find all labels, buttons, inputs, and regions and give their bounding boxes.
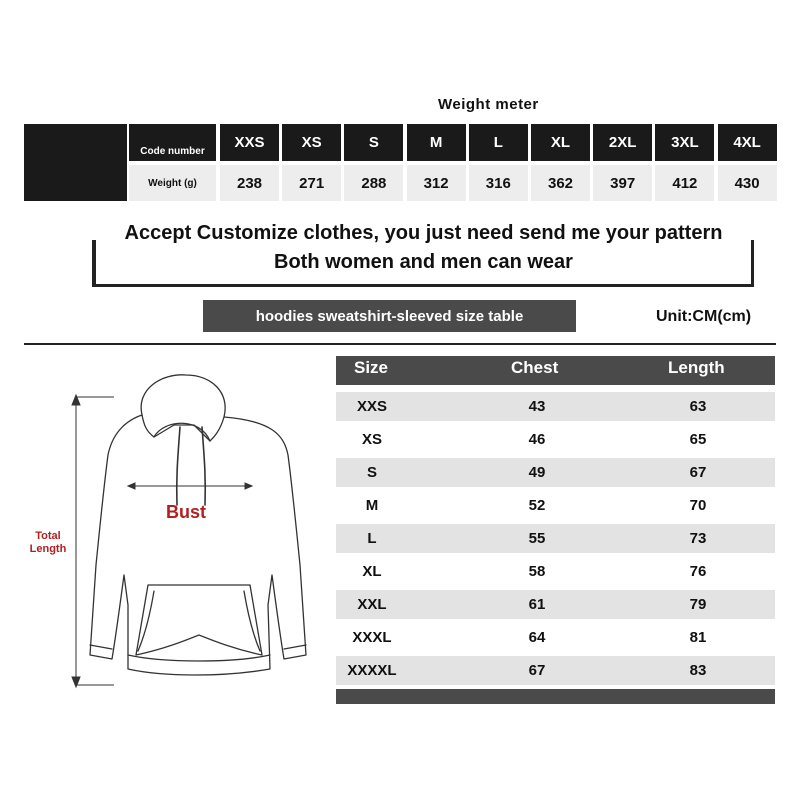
weight-size-2xl: 2XL	[593, 124, 652, 161]
weight-size-s: S	[344, 124, 403, 161]
weight-value-xxs: 238	[220, 165, 279, 201]
cell-length: 81	[689, 629, 707, 646]
header-length: Length	[668, 358, 725, 377]
cell-size: L	[367, 530, 377, 547]
total-length-label: Total Length	[29, 530, 67, 555]
cell-size: S	[366, 464, 377, 481]
header-size: Size	[354, 358, 389, 377]
cell-length: 67	[689, 464, 707, 481]
weight-value-2xl: 397	[593, 165, 652, 201]
weight-value-s: 288	[344, 165, 403, 201]
cell-length: 65	[689, 431, 707, 448]
cell-size: XXL	[357, 596, 387, 613]
cell-size: XL	[362, 563, 382, 580]
cell-length: 76	[689, 563, 707, 580]
cell-size: XXXXL	[347, 662, 397, 679]
cell-size: XS	[361, 431, 382, 448]
weight-size-4xl: 4XL	[718, 124, 777, 161]
weight-value-l: 316	[469, 165, 528, 201]
weight-meter-title: Weight meter	[438, 96, 539, 113]
cell-chest: 64	[528, 629, 546, 646]
cell-length: 73	[689, 530, 707, 547]
weight-value-4xl: 430	[718, 165, 777, 201]
cell-length: 70	[689, 497, 707, 514]
cell-chest: 61	[528, 596, 546, 613]
cell-chest: 43	[528, 398, 546, 415]
code-number-label: Code number	[129, 124, 216, 161]
bust-label: Bust	[166, 502, 206, 522]
banner-bracket-bottom	[92, 284, 754, 287]
weight-size-xl: XL	[531, 124, 590, 161]
cell-size: M	[365, 497, 379, 514]
hoodie-pocket	[136, 585, 262, 655]
cell-chest: 58	[528, 563, 546, 580]
cell-length: 83	[689, 662, 707, 679]
size-table-title: hoodies sweatshirt-sleeved size table	[203, 300, 576, 332]
weight-label: Weight (g)	[129, 165, 216, 201]
cell-size: XXXL	[352, 629, 392, 646]
cell-chest: 55	[528, 530, 546, 547]
header-chest: Chest	[511, 358, 559, 377]
banner-line-2: Both women and men can wear	[274, 251, 573, 273]
weight-value-3xl: 412	[655, 165, 714, 201]
cell-chest: 67	[528, 662, 546, 679]
weight-value-m: 312	[407, 165, 466, 201]
size-table-footer	[336, 689, 775, 704]
cell-size: XXS	[356, 398, 387, 415]
divider-line	[24, 343, 776, 345]
total-length-arrow	[72, 395, 114, 687]
weight-meter-corner-block	[24, 124, 127, 201]
weight-value-xl: 362	[531, 165, 590, 201]
cell-length: 63	[689, 398, 707, 415]
bust-arrow	[128, 483, 252, 489]
weight-size-m: M	[407, 124, 466, 161]
unit-label: Unit:CM(cm)	[656, 308, 752, 325]
cell-length: 79	[689, 596, 707, 613]
banner-line-1: Accept Customize clothes, you just need send me your pattern	[124, 222, 723, 244]
weight-value-xs: 271	[282, 165, 341, 201]
cell-chest: 52	[528, 497, 546, 514]
hoodie-hood	[141, 375, 225, 441]
hoodie-illustration	[24, 355, 324, 695]
cell-chest: 49	[528, 464, 546, 481]
weight-size-xs: XS	[282, 124, 341, 161]
weight-size-l: L	[469, 124, 528, 161]
weight-size-3xl: 3XL	[655, 124, 714, 161]
banner-bracket-right	[751, 240, 754, 286]
weight-size-xxs: XXS	[220, 124, 279, 161]
cell-chest: 46	[528, 431, 546, 448]
